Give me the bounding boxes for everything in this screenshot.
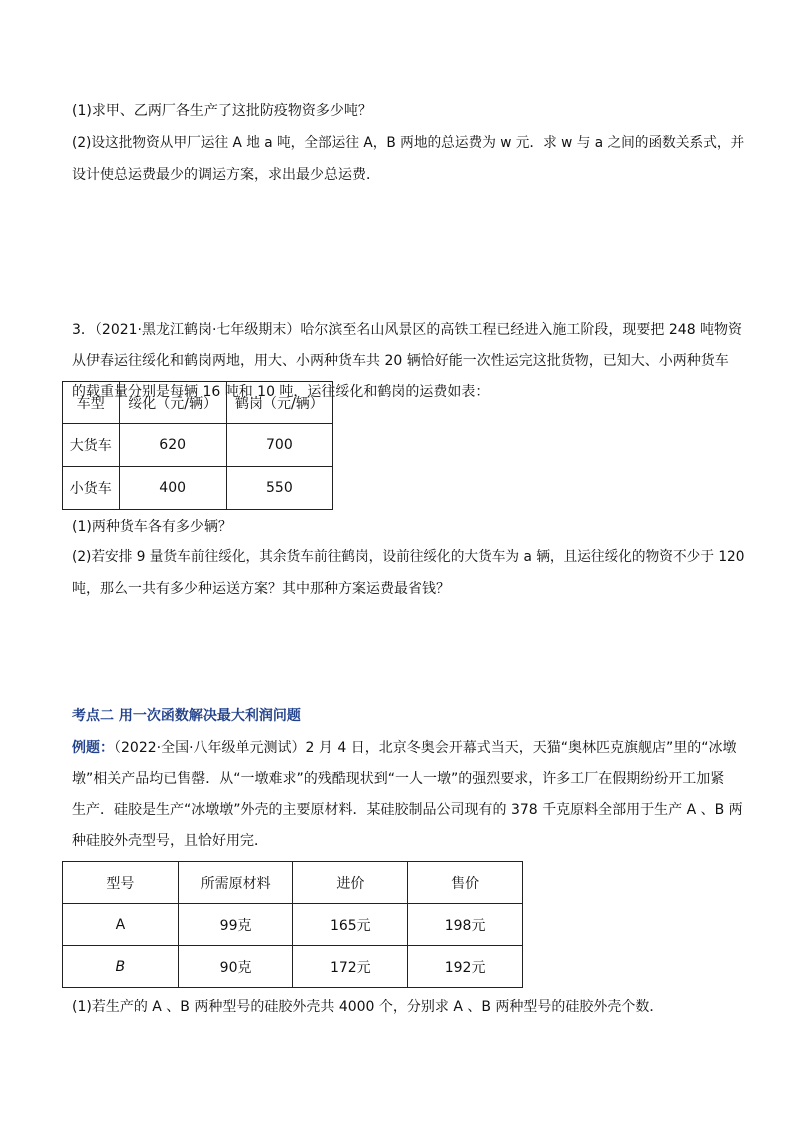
table-cell: 90克 — [178, 946, 293, 988]
table-row — [63, 467, 333, 510]
example-line-1 — [72, 738, 736, 758]
table-cell: 99克 — [178, 904, 293, 946]
table-cell: 620 — [119, 424, 226, 467]
example-subquestion-1: (1)若生产的 A 、B 两种型号的硅胶外壳共 4000 个，分别求 A 、B 两种型号的硅胶外壳个数． — [72, 999, 664, 1015]
table-cell: 700 — [226, 424, 332, 467]
example-line-2: 墩”相关产品均已售罄．从“一墩难求”的残酷现状到“一人一墩”的强烈要求，许多工厂在假期纷纷开工加紧 — [72, 771, 725, 787]
table-cell: 400 — [119, 467, 226, 510]
table-header-cell: 售价 — [408, 862, 523, 904]
table-cell: B — [63, 946, 179, 988]
table-header-cell: 鹤岗（元/辆） — [226, 382, 332, 424]
q2-subquestion-2-line-2: 设计使总运费最少的调运方案，求出最少总运费． — [72, 167, 380, 183]
table-cell: 小货车 — [63, 467, 120, 510]
q3-subquestion-1: (1)两种货车各有多少辆？ — [72, 519, 232, 535]
table-row — [63, 424, 333, 467]
table-cell: 大货车 — [63, 424, 120, 467]
q3-stem-line-2: 从伊春运往绥化和鹤岗两地，用大、小两种货车共 20 辆恰好能一次性运完这批货物，已知大、小两种货车 — [72, 353, 729, 369]
table-header-cell: 车型 — [63, 382, 120, 424]
table-header-cell: 型号 — [63, 862, 179, 904]
table-header-cell: 进价 — [293, 862, 408, 904]
table-cell: 172元 — [293, 946, 408, 988]
table-cell: 192元 — [408, 946, 523, 988]
table-row — [63, 946, 523, 988]
table-header-row — [63, 382, 333, 424]
q3-stem-line-1: 3．（2021·黑龙江鹤岗·七年级期末）哈尔滨至名山风景区的高铁工程已经进入施工阶段，现要把 248 吨物资 — [72, 322, 743, 338]
table-cell: 198元 — [408, 904, 523, 946]
silicone-shell-table — [62, 861, 523, 988]
q3-stem-line-3: 的载重量分别是每辆 16 吨和 10 吨，运往绥化和鹤岗的运费如表： — [72, 384, 490, 400]
example-text: （2022·全国·八年级单元测试）2 月 4 日，北京冬奥会开幕式当天，天猫“奥林匹克旗舰店”里的“冰墩 — [114, 740, 737, 756]
q3-subquestion-2-line-2: 吨，那么一共有多少种运送方案？其中那种方案运费最省钱？ — [72, 581, 450, 597]
table-header-row — [63, 862, 523, 904]
table-header-cell: 绥化（元/辆） — [119, 382, 226, 424]
example-line-4: 种硅胶外壳型号，且恰好用完． — [72, 833, 268, 849]
q3-freight-table — [62, 381, 333, 510]
section-heading: 考点二 用一次函数解决最大利润问题 — [72, 708, 301, 724]
table-cell: 165元 — [293, 904, 408, 946]
q3-subquestion-2-line-1: (2)若安排 9 量货车前往绥化，其余货车前往鹤岗，设前往绥化的大货车为 a 辆，且运往绥化的物资不少于 120 — [72, 549, 745, 565]
q2-subquestion-2-line-1: (2)设这批物资从甲厂运往 A 地 a 吨，全部运往 A，B 两地的总运费为 w 元．求 w 与 a 之间的函数关系式，并 — [72, 135, 745, 151]
q2-subquestion-1: (1)求甲、乙两厂各生产了这批防疫物资多少吨？ — [72, 103, 372, 119]
table-header-cell: 所需原材料 — [178, 862, 293, 904]
table-row — [63, 904, 523, 946]
example-line-3: 生产．硅胶是生产“冰墩墩”外壳的主要原材料．某硅胶制品公司现有的 378 千克原料全部用于生产 A 、B 两 — [72, 802, 743, 818]
table-cell: A — [63, 904, 179, 946]
table-cell: 550 — [226, 467, 332, 510]
example-label: 例题： — [72, 740, 114, 756]
